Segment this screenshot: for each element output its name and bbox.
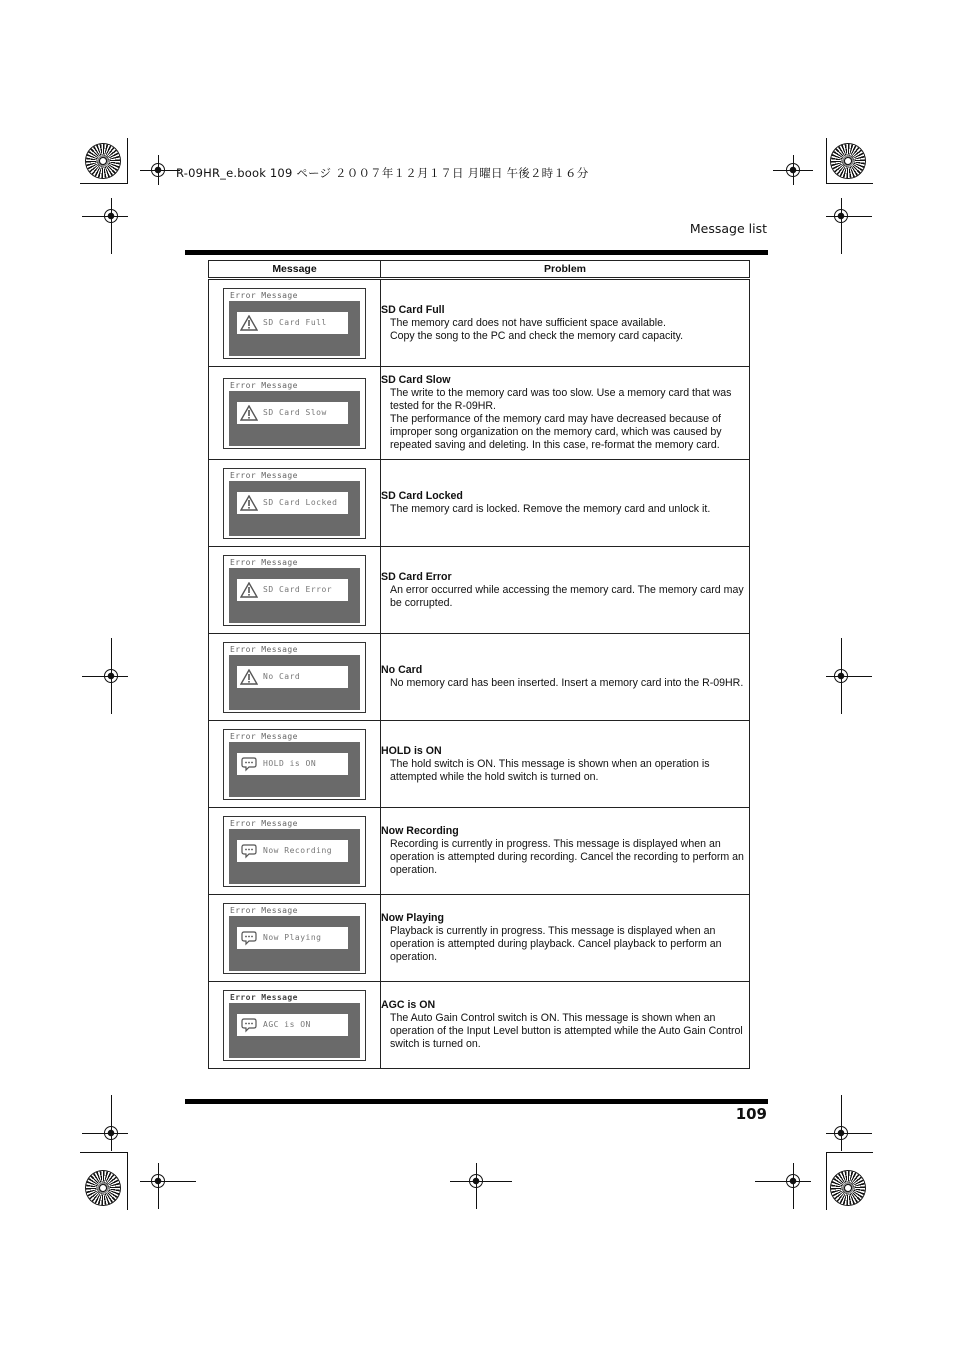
lcd-title: Error Message bbox=[230, 731, 298, 741]
lcd-title: Error Message bbox=[230, 992, 298, 1002]
lcd-title: Error Message bbox=[230, 644, 298, 654]
crop-line bbox=[476, 1163, 477, 1209]
table-body bbox=[209, 279, 750, 1069]
table-row bbox=[209, 547, 750, 634]
lcd-message-box bbox=[237, 1014, 348, 1036]
problem-title: SD Card Slow bbox=[381, 374, 451, 386]
crop-line bbox=[140, 170, 180, 171]
screen-cell bbox=[209, 634, 381, 721]
lcd-message-box bbox=[237, 492, 348, 514]
lcd-screen bbox=[223, 378, 366, 449]
bottom-rule bbox=[185, 1099, 768, 1104]
lcd-message-box bbox=[237, 753, 348, 775]
problem-cell bbox=[381, 460, 750, 547]
screen-cell bbox=[209, 367, 381, 460]
problem-description: The hold switch is ON. This message is shown when an operation is attempted while the hold switch is turned on. bbox=[390, 757, 710, 783]
lcd-body bbox=[229, 655, 360, 710]
screen-cell bbox=[209, 808, 381, 895]
crop-line bbox=[841, 638, 842, 714]
book-header: R-09HR_e.book 109 ページ ２００７年１２月１７日 月曜日 午後２時１６分 bbox=[176, 166, 589, 180]
section-title: Message list bbox=[689, 221, 767, 236]
problem-title: Now Recording bbox=[381, 825, 459, 837]
lcd-body bbox=[229, 829, 360, 884]
lcd-screen bbox=[223, 816, 366, 887]
table-row bbox=[209, 721, 750, 808]
problem-cell bbox=[381, 367, 750, 460]
speech-bubble-icon bbox=[240, 843, 258, 859]
table-row bbox=[209, 460, 750, 547]
lcd-title: Error Message bbox=[230, 557, 298, 567]
table-row bbox=[209, 982, 750, 1069]
problem-cell bbox=[381, 721, 750, 808]
problem-title: SD Card Full bbox=[381, 303, 445, 316]
registration-sunburst-icon bbox=[831, 144, 865, 178]
problem-title: Now Playing bbox=[381, 912, 444, 924]
lcd-screen bbox=[223, 903, 366, 974]
lcd-message-text: Now Playing bbox=[263, 933, 322, 942]
crop-line bbox=[841, 1095, 842, 1151]
screen-cell bbox=[209, 279, 381, 367]
top-rule bbox=[185, 250, 768, 255]
problem-description: The Auto Gain Control switch is ON. This message is shown when an operation of the Input Level button is attempted while the Auto Gain Control switch is turned on. bbox=[390, 1012, 743, 1050]
problem-description: The memory card does not have sufficient space available. bbox=[390, 316, 666, 329]
table-row bbox=[209, 808, 750, 895]
lcd-screen bbox=[223, 288, 366, 359]
crop-line bbox=[82, 216, 128, 217]
problem-description: Copy the song to the PC and check the memory card capacity. bbox=[390, 329, 684, 342]
lcd-body bbox=[229, 568, 360, 623]
table-row bbox=[209, 279, 750, 367]
crop-line bbox=[793, 155, 794, 185]
lcd-title: Error Message bbox=[230, 905, 298, 915]
crop-line bbox=[826, 676, 872, 677]
speech-bubble-icon bbox=[240, 930, 258, 946]
registration-sunburst-icon bbox=[86, 1171, 120, 1205]
crop-line bbox=[826, 216, 872, 217]
problem-description: An error occurred while accessing the memory card. The memory card may be corrupted. bbox=[390, 583, 744, 609]
problem-title: No Card bbox=[381, 664, 423, 676]
problem-cell bbox=[381, 279, 750, 367]
crop-line bbox=[111, 638, 112, 714]
lcd-title: Error Message bbox=[230, 380, 298, 390]
problem-description: Playback is currently in progress. This message is displayed when an operation is attempted during playback. Cancel playback to perform an operation. bbox=[390, 925, 722, 963]
lcd-message-text: SD Card Slow bbox=[263, 408, 327, 417]
warning-icon bbox=[240, 315, 258, 331]
problem-title: SD Card Error bbox=[381, 570, 452, 583]
lcd-body bbox=[229, 481, 360, 536]
lcd-body bbox=[229, 916, 360, 971]
lcd-body bbox=[229, 1003, 360, 1058]
crop-line bbox=[111, 198, 112, 254]
crop-line bbox=[826, 1152, 873, 1153]
crop-line bbox=[80, 183, 127, 184]
screen-cell bbox=[209, 721, 381, 808]
lcd-message-box bbox=[237, 402, 348, 424]
crop-line bbox=[158, 1163, 159, 1209]
lcd-message-text: AGC is ON bbox=[263, 1020, 311, 1029]
warning-icon bbox=[240, 582, 258, 598]
lcd-screen bbox=[223, 990, 366, 1061]
table-row bbox=[209, 895, 750, 982]
warning-icon bbox=[240, 669, 258, 685]
lcd-title: Error Message bbox=[230, 818, 298, 828]
crop-line bbox=[140, 1181, 196, 1182]
problem-title: SD Card Locked bbox=[381, 490, 463, 502]
crop-line bbox=[82, 1133, 128, 1134]
lcd-body bbox=[229, 742, 360, 797]
crop-line bbox=[127, 138, 128, 184]
lcd-message-text: SD Card Full bbox=[263, 318, 327, 327]
problem-title: HOLD is ON bbox=[381, 744, 442, 757]
problem-cell bbox=[381, 982, 750, 1069]
header-message: Message bbox=[209, 261, 381, 279]
lcd-screen bbox=[223, 642, 366, 713]
problem-cell bbox=[381, 808, 750, 895]
lcd-screen bbox=[223, 555, 366, 626]
crop-line bbox=[841, 198, 842, 254]
crop-line bbox=[111, 1095, 112, 1151]
speech-bubble-icon bbox=[240, 756, 258, 772]
lcd-message-text: Now Recording bbox=[263, 846, 333, 855]
lcd-message-box bbox=[237, 840, 348, 862]
problem-cell bbox=[381, 634, 750, 721]
screen-cell bbox=[209, 547, 381, 634]
registration-sunburst-icon bbox=[831, 1171, 865, 1205]
problem-cell bbox=[381, 895, 750, 982]
crop-line bbox=[826, 1152, 827, 1210]
crop-line bbox=[826, 183, 873, 184]
crop-line bbox=[82, 676, 128, 677]
crop-line bbox=[80, 1152, 127, 1153]
screen-cell bbox=[209, 460, 381, 547]
table-header-row bbox=[209, 261, 750, 279]
problem-description: The performance of the memory card may have decreased because of improper song organization on the memory card, which was caused by repeated saving and deleting. In this case, re-format the memory card. bbox=[390, 413, 722, 451]
lcd-message-text: SD Card Error bbox=[263, 585, 333, 594]
lcd-message-text: No Card bbox=[263, 672, 301, 681]
crop-line bbox=[826, 1133, 872, 1134]
lcd-message-text: SD Card Locked bbox=[263, 498, 338, 507]
crop-line bbox=[127, 1152, 128, 1210]
lcd-message-box bbox=[237, 666, 348, 688]
lcd-body bbox=[229, 391, 360, 446]
speech-bubble-icon bbox=[240, 1017, 258, 1033]
screen-cell bbox=[209, 982, 381, 1069]
screen-cell bbox=[209, 895, 381, 982]
crop-line bbox=[826, 138, 827, 184]
problem-title: AGC is ON bbox=[381, 999, 436, 1011]
problem-description: Recording is currently in progress. This message is displayed when an operation is attempted during recording. Cancel the recording to perform an operation. bbox=[390, 838, 744, 876]
header-problem: Problem bbox=[381, 261, 750, 279]
lcd-body bbox=[229, 301, 360, 356]
table-row bbox=[209, 634, 750, 721]
crop-line bbox=[755, 1181, 811, 1182]
problem-description: No memory card has been inserted. Insert a memory card into the R-09HR. bbox=[390, 677, 744, 689]
lcd-message-box bbox=[237, 579, 348, 601]
lcd-title: Error Message bbox=[230, 470, 298, 480]
lcd-message-box bbox=[237, 312, 348, 334]
problem-description: The write to the memory card was too slow. Use a memory card that was tested for the R-09HR. bbox=[390, 387, 732, 412]
problem-cell bbox=[381, 547, 750, 634]
crop-line bbox=[793, 1163, 794, 1209]
crop-line bbox=[450, 1181, 512, 1182]
crop-line bbox=[158, 155, 159, 185]
message-table bbox=[208, 260, 750, 1069]
table-row bbox=[209, 367, 750, 460]
lcd-screen bbox=[223, 468, 366, 539]
registration-sunburst-icon bbox=[86, 144, 120, 178]
lcd-message-box bbox=[237, 927, 348, 949]
lcd-screen bbox=[223, 729, 366, 800]
warning-icon bbox=[240, 405, 258, 421]
lcd-title: Error Message bbox=[230, 290, 298, 300]
problem-description: The memory card is locked. Remove the memory card and unlock it. bbox=[390, 503, 711, 515]
warning-icon bbox=[240, 495, 258, 511]
page-number: 109 bbox=[735, 1105, 767, 1123]
lcd-message-text: HOLD is ON bbox=[263, 759, 317, 768]
